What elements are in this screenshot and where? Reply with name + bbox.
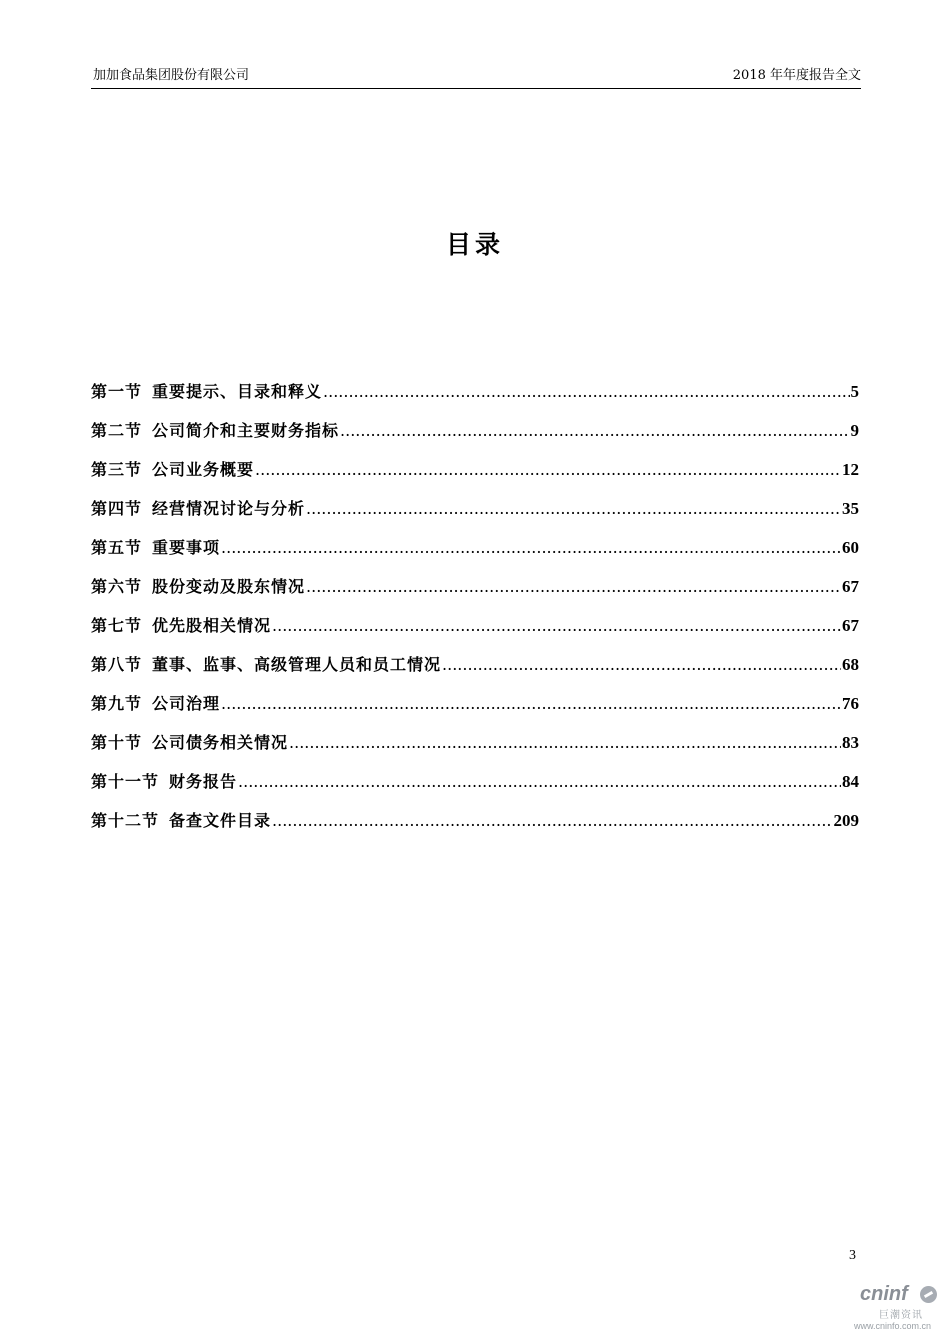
toc-label: 财务报告 [169,772,238,791]
toc-chapter: 第六节 [91,577,143,596]
toc-leader [238,770,841,794]
toc-label: 经营情况讨论与分析 [152,499,306,518]
toc-page-number: 67 [842,616,859,635]
toc-chapter: 第一节 [91,382,143,401]
toc-page-number: 5 [850,382,859,401]
toc-leader [272,614,841,638]
toc-chapter: 第十一节 [91,772,160,791]
header-report-title: 2018 年年度报告全文 [732,68,861,83]
toc-page-number: 60 [842,538,859,557]
toc-label: 备查文件目录 [169,811,272,830]
toc-chapter: 第九节 [91,694,143,713]
toc-leader [255,458,841,482]
toc-leader [221,692,841,716]
toc-page-number: 76 [842,694,859,713]
toc-entry-1[interactable] [91,380,859,419]
toc-entry-5[interactable] [91,536,859,575]
toc-entry-12[interactable] [91,809,859,848]
toc-page-number: 68 [842,655,859,674]
toc-leader [340,419,849,443]
toc-label: 重要事项 [152,538,221,557]
watermark-logo-text: cninf [860,1283,908,1305]
toc-page-number: 9 [850,421,859,440]
toc-title: 目录 [445,230,504,259]
toc-entry-10[interactable] [91,731,859,770]
toc-label: 公司简介和主要财务指标 [152,421,340,440]
toc-page-number: 209 [833,811,859,830]
toc-leader [306,575,841,599]
toc-label: 公司业务概要 [152,460,255,479]
toc-chapter: 第三节 [91,460,143,479]
toc-entry-11[interactable] [91,770,859,809]
toc-entry-6[interactable] [91,575,859,614]
toc-chapter: 第十节 [91,733,143,752]
toc-label: 董事、监事、高级管理人员和员工情况 [152,655,442,674]
toc-leader [289,731,841,755]
toc-label: 公司治理 [152,694,221,713]
toc-page-number: 12 [842,460,859,479]
cninfo-watermark [854,1283,944,1335]
toc-entry-8[interactable] [91,653,859,692]
toc-chapter: 第七节 [91,616,143,635]
toc-entry-9[interactable] [91,692,859,731]
toc-chapter: 第八节 [91,655,143,674]
toc-page-number: 35 [842,499,859,518]
watermark-chinese-name: 巨潮资讯 [879,1310,923,1321]
toc-chapter: 第四节 [91,499,143,518]
toc-page-number: 83 [842,733,859,752]
toc-leader [323,380,849,404]
toc-entry-4[interactable] [91,497,859,536]
toc-list [91,380,859,848]
toc-page-number: 84 [842,772,859,791]
watermark-url: www.cninfo.com.cn [854,1321,932,1331]
header-company-name: 加加食品集团股份有限公司 [93,68,250,83]
toc-page-number: 67 [842,577,859,596]
toc-chapter: 第五节 [91,538,143,557]
cninfo-logo-icon [920,1286,937,1303]
toc-entry-7[interactable] [91,614,859,653]
toc-leader [272,809,832,833]
toc-entry-3[interactable] [91,458,859,497]
toc-chapter: 第二节 [91,421,143,440]
toc-entry-2[interactable] [91,419,859,458]
toc-label: 优先股相关情况 [152,616,272,635]
toc-label: 重要提示、目录和释义 [152,382,323,401]
toc-label: 公司债务相关情况 [152,733,289,752]
toc-chapter: 第十二节 [91,811,160,830]
toc-leader [221,536,841,560]
toc-leader [306,497,841,521]
toc-leader [442,653,841,677]
page-number: 3 [849,1248,856,1263]
page-header [91,66,861,89]
toc-label: 股份变动及股东情况 [152,577,306,596]
